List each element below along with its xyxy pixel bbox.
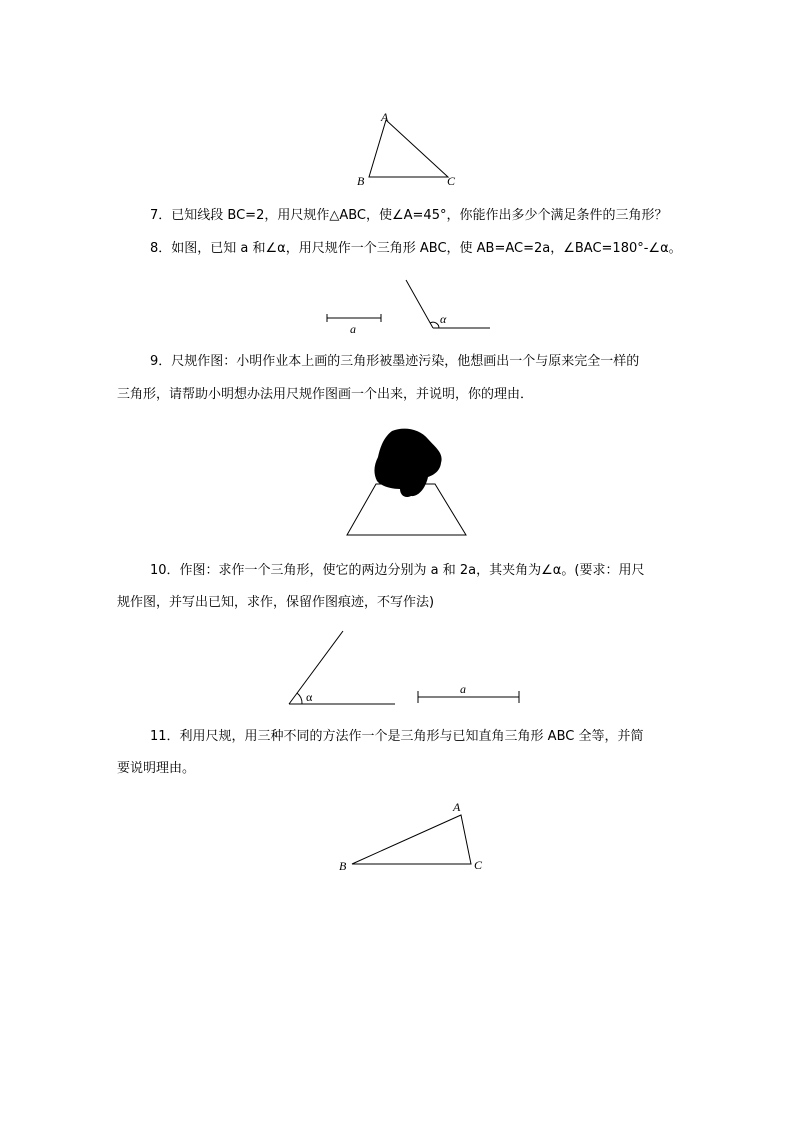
- problem-11-line-1: 11．利用尺规，用三种不同的方法作一个是三角形与已知直角三角形 ABC 全等，并简: [150, 729, 644, 744]
- angle-arc: [297, 693, 302, 704]
- angle-alpha-label: α: [306, 690, 313, 704]
- triangle-abc-figure-top: [340, 108, 470, 190]
- problem-10-line-2: 规作图，并写出已知，求作，保留作图痕迹，不写作法): [117, 595, 435, 610]
- problem-9-line-2: 三角形，请帮助小明想办法用尺规作图画一个出来，并说明，你的理由．: [117, 387, 534, 402]
- problem-7-text: 7．已知线段 BC=2，用尺规作△ABC，使∠A=45°，你能作出多少个满足条件的三角形？: [150, 208, 668, 223]
- triangle-abc-shape: [369, 120, 448, 177]
- problem-9-line-1: 9．尺规作图：小明作业本上画的三角形被墨迹污染，他想画出一个与原来完全一样的: [150, 354, 640, 369]
- angle-alpha-label: α: [440, 312, 447, 326]
- vertex-label-a: A: [453, 800, 461, 814]
- vertex-label-b: B: [357, 174, 365, 188]
- problem-8-text: 8．如图，已知 a 和∠α，用尺规作一个三角形 ABC，使 AB=AC=2a，∠BAC=180°-∠α。: [150, 241, 682, 256]
- right-triangle-shape: [352, 815, 471, 864]
- vertex-label-b: B: [339, 859, 347, 873]
- angle-ray-inclined: [406, 280, 433, 328]
- segment-a-label: a: [460, 682, 466, 696]
- segment-and-angle-figure: [320, 278, 500, 338]
- segment-a-label: a: [350, 322, 356, 336]
- right-triangle-abc-figure: [330, 795, 500, 880]
- angle-and-segment-figure: [280, 625, 530, 710]
- problem-10-line-1: 10．作图：求作一个三角形，使它的两边分别为 a 和 2a，其夹角为∠α。(要求：用尺: [150, 563, 645, 578]
- ink-blot: [374, 429, 441, 497]
- problem-11-line-2: 要说明理由。: [117, 761, 196, 776]
- vertex-label-a: A: [381, 110, 389, 124]
- vertex-label-c: C: [474, 858, 483, 872]
- ink-stained-triangle-figure: [340, 425, 470, 540]
- vertex-label-c: C: [447, 174, 456, 188]
